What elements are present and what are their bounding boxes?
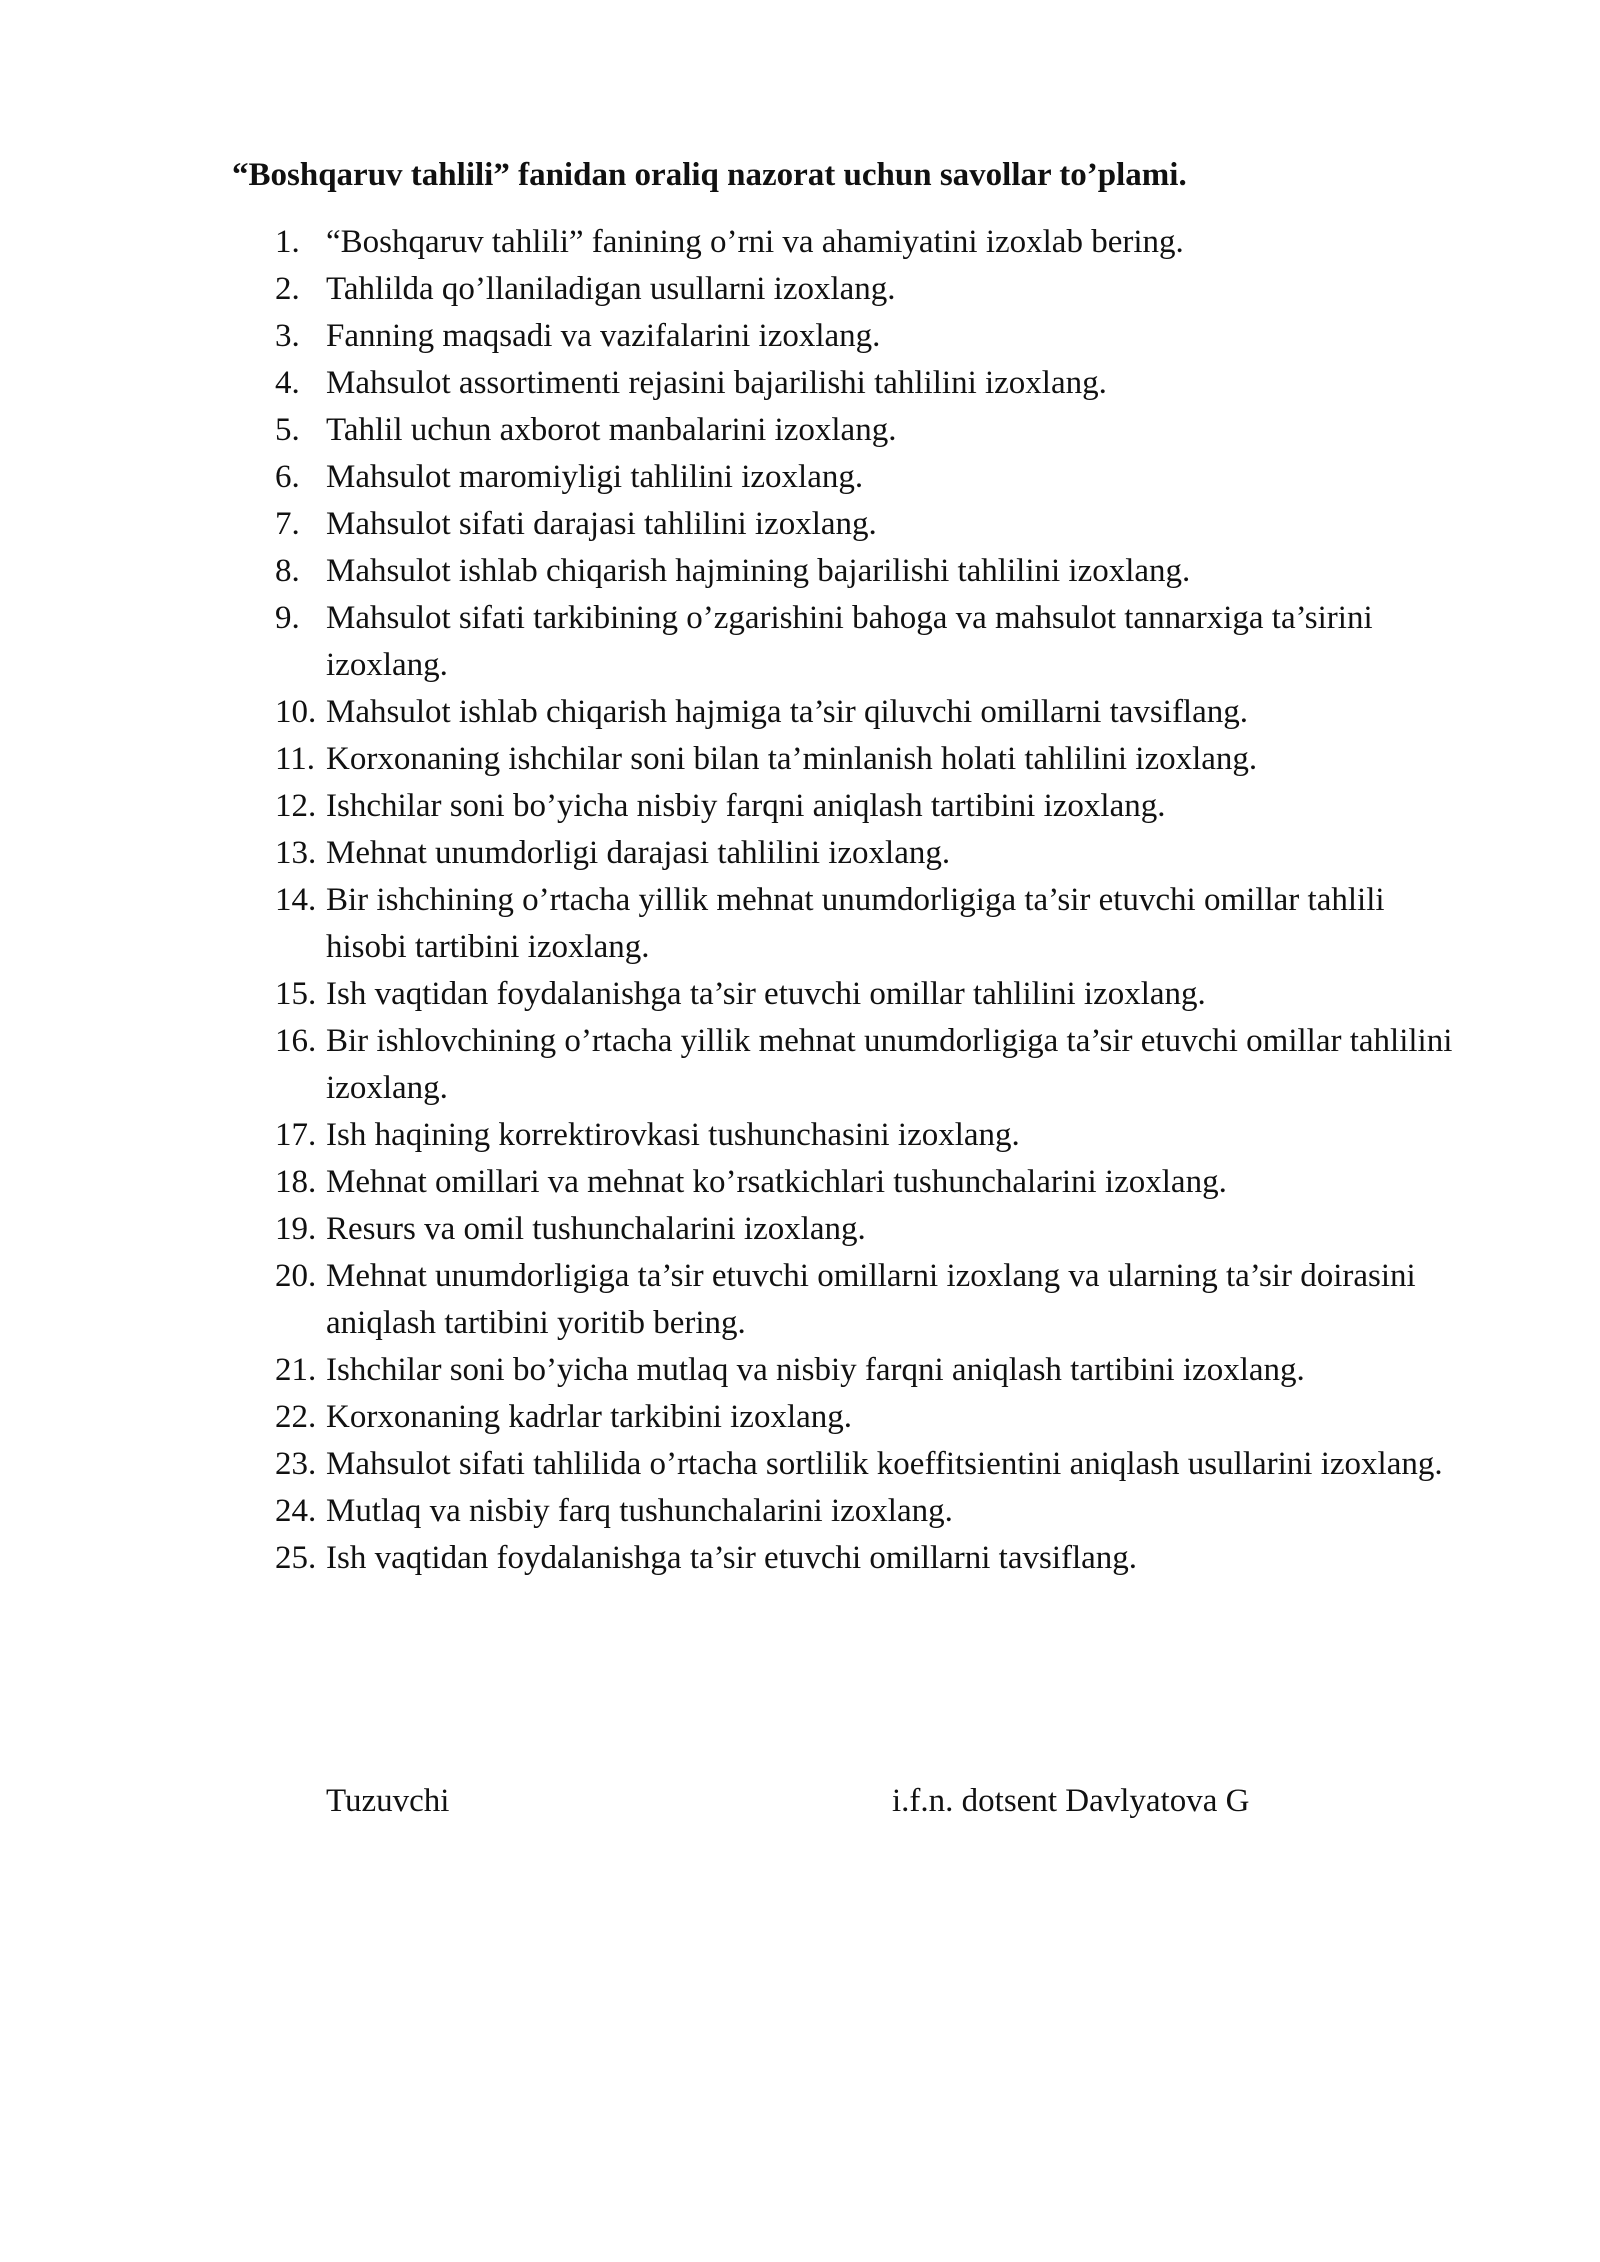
question-item [0, 736, 1466, 783]
question-number: 6. [275, 459, 300, 495]
question-number: 19. [275, 1211, 317, 1247]
question-item [0, 1112, 1466, 1159]
question-item [0, 548, 1466, 595]
question-item [0, 689, 1466, 736]
question-text: Bir ishchining o’rtacha yillik mehnat unumdorligiga ta’sir etuvchi omillar tahlili hisobi tartibini izoxlang. [326, 882, 1385, 965]
question-text: Mahsulot assortimenti rejasini bajarilishi tahlilini izoxlang. [326, 365, 1107, 401]
question-item [0, 830, 1466, 877]
question-number: 15. [275, 976, 317, 1012]
question-text: Ish vaqtidan foydalanishga ta’sir etuvchi omillarni tavsiflang. [326, 1540, 1138, 1576]
question-text: Fanning maqsadi va vazifalarini izoxlang. [326, 318, 881, 354]
composer-name: i.f.n. dotsent Davlyatova G [892, 1783, 1250, 1819]
question-text: Bir ishlovchining o’rtacha yillik mehnat unumdorligiga ta’sir etuvchi omillar tahlilini izoxlang. [326, 1023, 1453, 1106]
question-text: Tahlil uchun axborot manbalarini izoxlang. [326, 412, 897, 448]
question-number: 3. [275, 318, 300, 354]
question-number: 11. [275, 741, 316, 777]
question-number: 20. [275, 1258, 317, 1294]
question-text: Mahsulot maromiyligi tahlilini izoxlang. [326, 459, 864, 495]
question-text: Mehnat omillari va mehnat ko’rsatkichlari tushunchalarini izoxlang. [326, 1164, 1227, 1200]
question-text: Mehnat unumdorligi darajasi tahlilini izoxlang. [326, 835, 951, 871]
question-number: 16. [275, 1023, 317, 1059]
question-item [0, 1018, 1466, 1112]
question-item [0, 1488, 1466, 1535]
question-number: 1. [275, 224, 300, 260]
question-number: 24. [275, 1493, 317, 1529]
question-text: Mahsulot sifati darajasi tahlilini izoxlang. [326, 506, 877, 542]
question-number: 4. [275, 365, 300, 401]
composer-label: Tuzuvchi [326, 1783, 450, 1819]
question-item [0, 783, 1466, 830]
question-number: 2. [275, 271, 300, 307]
question-text: Ishchilar soni bo’yicha nisbiy farqni aniqlash tartibini izoxlang. [326, 788, 1166, 824]
question-item [0, 1441, 1466, 1488]
question-text: Mahsulot sifati tarkibining o’zgarishini bahoga va mahsulot tannarxiga ta’sirini izoxlang. [326, 600, 1373, 683]
question-number: 17. [275, 1117, 317, 1153]
question-text: Mahsulot sifati tahlilida o’rtacha sortlilik koeffitsientini aniqlash usullarini izoxlang. [326, 1446, 1443, 1482]
question-number: 10. [275, 694, 317, 730]
question-text: Korxonaning ishchilar soni bilan ta’minlanish holati tahlilini izoxlang. [326, 741, 1258, 777]
question-text: Korxonaning kadrlar tarkibini izoxlang. [326, 1399, 853, 1435]
question-number: 9. [275, 600, 300, 636]
question-item [0, 1347, 1466, 1394]
document-title: “Boshqaruv tahlili” fanidan oraliq nazorat uchun savollar to’plami. [232, 157, 1187, 193]
question-text: Tahlilda qo’llaniladigan usullarni izoxlang. [326, 271, 896, 307]
question-item [0, 971, 1466, 1018]
question-text: Mutlaq va nisbiy farq tushunchalarini izoxlang. [326, 1493, 953, 1529]
question-item [0, 266, 1466, 313]
question-text: Ish haqining korrektirovkasi tushunchasini izoxlang. [326, 1117, 1020, 1153]
question-item [0, 313, 1466, 360]
question-text: Mahsulot ishlab chiqarish hajmining bajarilishi tahlilini izoxlang. [326, 553, 1191, 589]
question-item [0, 1206, 1466, 1253]
question-item [0, 407, 1466, 454]
question-number: 7. [275, 506, 300, 542]
question-number: 12. [275, 788, 317, 824]
questions-list [0, 219, 1466, 1582]
question-number: 13. [275, 835, 317, 871]
question-item [0, 595, 1466, 689]
question-number: 25. [275, 1540, 317, 1576]
question-number: 21. [275, 1352, 317, 1388]
question-text: Ishchilar soni bo’yicha mutlaq va nisbiy farqni aniqlash tartibini izoxlang. [326, 1352, 1305, 1388]
question-number: 8. [275, 553, 300, 589]
question-number: 14. [275, 882, 317, 918]
question-number: 18. [275, 1164, 317, 1200]
question-item [0, 454, 1466, 501]
question-text: “Boshqaruv tahlili” fanining o’rni va ahamiyatini izoxlab bering. [326, 224, 1184, 260]
question-text: Resurs va omil tushunchalarini izoxlang. [326, 1211, 866, 1247]
question-item [0, 1535, 1466, 1582]
question-item [0, 877, 1466, 971]
question-item [0, 1394, 1466, 1441]
question-text: Mahsulot ishlab chiqarish hajmiga ta’sir qiluvchi omillarni tavsiflang. [326, 694, 1249, 730]
question-number: 5. [275, 412, 300, 448]
question-number: 22. [275, 1399, 317, 1435]
question-item [0, 1253, 1466, 1347]
question-item [0, 1159, 1466, 1206]
question-item [0, 501, 1466, 548]
question-text: Ish vaqtidan foydalanishga ta’sir etuvchi omillar tahlilini izoxlang. [326, 976, 1206, 1012]
question-item [0, 219, 1466, 266]
question-item [0, 360, 1466, 407]
question-number: 23. [275, 1446, 317, 1482]
question-text: Mehnat unumdorligiga ta’sir etuvchi omillarni izoxlang va ularning ta’sir doirasini aniqlash tartibini yoritib bering. [326, 1258, 1416, 1341]
